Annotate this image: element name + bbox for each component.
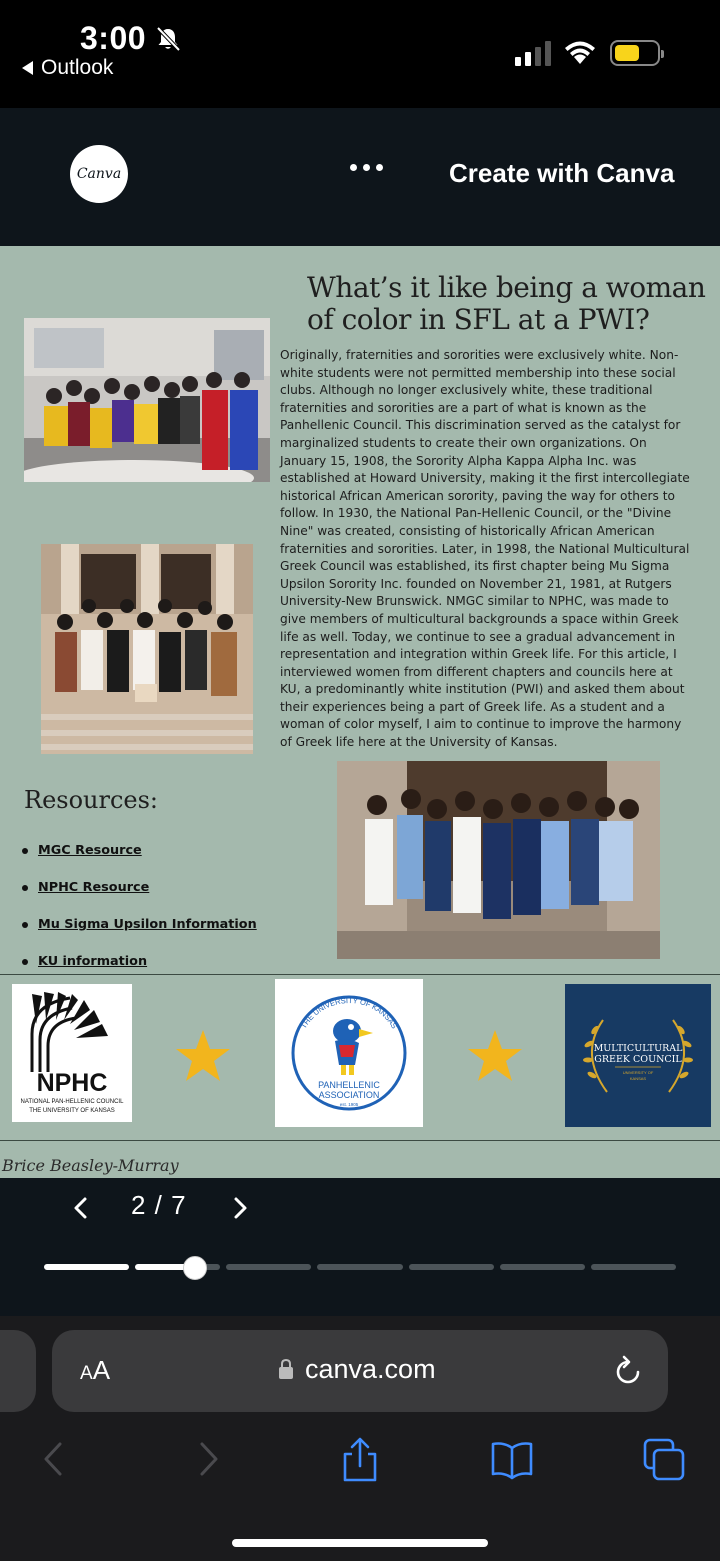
back-to-app-link[interactable] <box>22 56 113 80</box>
nphc-line2: THE UNIVERSITY OF KANSAS <box>29 1108 115 1114</box>
nphc-abbr: NPHC <box>36 1069 108 1097</box>
logo-band-divider-top <box>0 974 720 975</box>
article-title: What’s it like being a woman of color in SFL at a PWI? <box>307 271 706 336</box>
page-segment[interactable] <box>135 1264 220 1270</box>
back-app-label: Outlook <box>41 56 114 79</box>
text-size-button[interactable]: AA <box>80 1355 111 1385</box>
reload-icon[interactable] <box>612 1354 644 1388</box>
page-segment[interactable] <box>500 1264 585 1270</box>
nphc-logo <box>12 984 132 1122</box>
panhel-line1: PANHELLENIC <box>318 1080 380 1090</box>
share-icon[interactable] <box>338 1436 382 1482</box>
page-counter: 2 / 7 <box>131 1190 187 1220</box>
resource-item <box>22 869 257 906</box>
cellular-signal-icon <box>515 40 551 66</box>
nphc-line1: NATIONAL PAN-HELLENIC COUNCIL <box>20 1099 124 1105</box>
logo-band-divider-bottom <box>0 1140 720 1141</box>
create-with-canva-link[interactable]: Create with Canva <box>449 158 675 188</box>
resources-list <box>22 832 257 980</box>
bookmarks-icon[interactable] <box>490 1436 534 1482</box>
panhellenic-logo <box>275 979 423 1127</box>
page-segment[interactable] <box>317 1264 402 1270</box>
page-segment[interactable] <box>591 1264 676 1270</box>
bell-muted-icon <box>155 26 181 52</box>
tabs-icon[interactable] <box>642 1436 686 1482</box>
panhel-line2: ASSOCIATION <box>318 1090 380 1100</box>
canva-header <box>0 108 720 246</box>
mgc-sub1: UNIVERSITY OF <box>622 1070 654 1075</box>
design-page <box>0 246 720 1178</box>
wifi-icon <box>563 38 597 66</box>
mgc-logo <box>565 984 711 1127</box>
resource-item <box>22 906 257 943</box>
mgc-line2: GREEK COUNCIL <box>594 1054 682 1065</box>
home-indicator[interactable] <box>232 1539 488 1547</box>
resource-link-mgc[interactable]: MGC Resource <box>38 843 142 858</box>
article-body: Originally, fraternities and sororities were exclusively white. Non-white students were not permitted membership into these social clubs. Although no longer exclusively white, these traditional fraternities and sororities are a part of what is known as the Panhellenic Council. This discrimination served as the catalyst for marginalized students to create their own organizations. On January 15, 1908, the Sorority Alpha Kappa Alpha Inc. was established at Howard University, making it the first intercollegiate historical African American sorority, paving the way for others to follow. In 1930, the National Pan-Hellenic Council, or the "Divine Nine" was created, consisting of historically African American fraternities and sororities. Later, in 1998, the National Multicultural Greek Council was established, its first chapter being Mu Sigma Upsilon Sorority Inc. founded on November 21, 1981, at Rutgers University-New Brunswick. NMGC similar to NPHC, was made to give members of multicultural backgrounds a space within Greek life as well. Today, we continue to see a gradual advancement in representation and integration within Greek life. For this article, I interviewed women from different chapters and councils here at KU, a predominantly white institution (PWI) and asked them about their experiences being a part of Greek life. As a student and a woman of color myself, I aim to continue to improve the harmony of Greek life here at the University of Kansas. <box>280 348 690 750</box>
star-icon <box>174 1028 232 1084</box>
resource-item <box>22 832 257 869</box>
mgc-sub2: KANSAS <box>629 1076 647 1081</box>
previous-tab-peek[interactable] <box>0 1330 36 1412</box>
url-text: canva.com <box>305 1354 436 1384</box>
forward-icon[interactable] <box>186 1436 230 1482</box>
page-progress-slider[interactable] <box>44 1264 676 1270</box>
group-photo-steps <box>41 544 253 754</box>
canva-logo[interactable]: Canva <box>70 145 128 203</box>
next-page-button[interactable] <box>225 1194 255 1222</box>
page-segment[interactable] <box>44 1264 129 1270</box>
page-navigator <box>0 1178 720 1316</box>
group-photo-classroom <box>24 318 270 482</box>
page-segment[interactable] <box>409 1264 494 1270</box>
back-icon[interactable] <box>32 1436 76 1482</box>
resource-link-ku[interactable]: KU information <box>38 954 148 969</box>
mgc-line1: MULTICULTURAL <box>593 1043 683 1054</box>
address-bar[interactable] <box>52 1330 668 1412</box>
panhel-est: est. 1905 <box>339 1102 359 1107</box>
group-photo-doorway <box>337 761 660 959</box>
star-icon <box>466 1028 524 1084</box>
back-triangle-icon <box>22 61 33 75</box>
battery-icon <box>610 40 660 66</box>
status-bar <box>0 0 720 108</box>
more-options-icon[interactable] <box>350 164 383 171</box>
page-segment[interactable] <box>226 1264 311 1270</box>
resource-link-mu-sigma-upsilon[interactable]: Mu Sigma Upsilon Information <box>38 917 257 932</box>
resources-heading: Resources: <box>24 786 159 814</box>
author-byline: Brice Beasley-Murray <box>2 1156 179 1175</box>
resource-link-nphc[interactable]: NPHC Resource <box>38 880 150 895</box>
status-time: 3:00 <box>80 20 147 56</box>
panhel-arc-text: THE UNIVERSITY OF KANSAS <box>298 995 399 1031</box>
previous-page-button[interactable] <box>66 1194 96 1222</box>
page-slider-knob[interactable] <box>183 1256 207 1280</box>
lock-icon <box>278 1358 294 1380</box>
browser-toolbar <box>0 1316 720 1561</box>
